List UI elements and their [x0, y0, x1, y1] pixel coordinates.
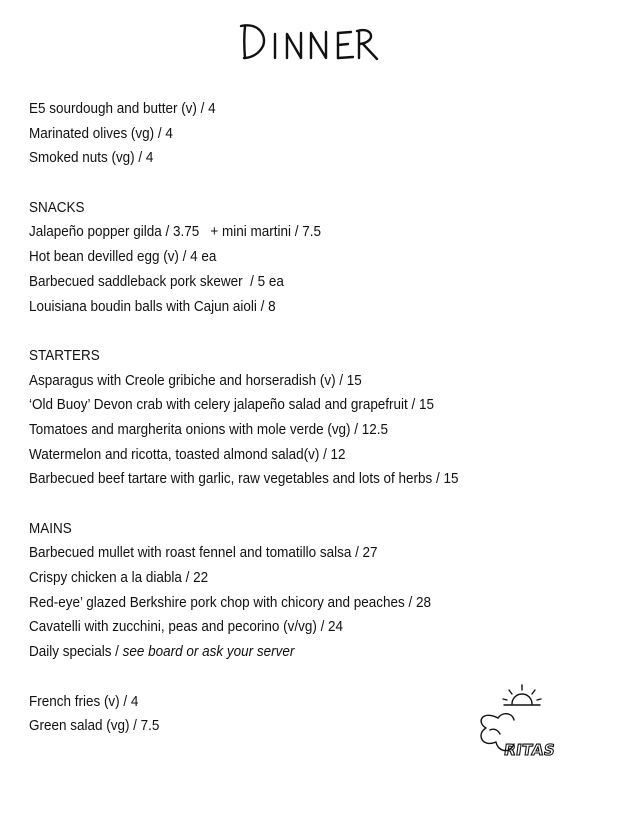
menu-item: Green salad (vg) / 7.5: [29, 718, 160, 735]
menu-item: Barbecued beef tartare with garlic, raw vegetables and lots of herbs / 15: [29, 471, 459, 488]
menu-item: Smoked nuts (vg) / 4: [29, 150, 154, 167]
menu-item: Jalapeño popper gilda / 3.75 + mini martini / 7.5: [29, 224, 321, 241]
menu-item: Asparagus with Creole gribiche and horseradish (v) / 15: [29, 372, 362, 389]
menu-item: Watermelon and ricotta, toasted almond salad(v) / 12: [29, 446, 346, 463]
specials-note: see board or ask your server: [122, 644, 295, 661]
daily-specials: [29, 640, 550, 665]
section-heading-mains: MAINS: [29, 520, 72, 537]
menu-title: [0, 14, 624, 64]
dinner-handwritten-title: [237, 14, 387, 64]
menu-item: Barbecued saddleback pork skewer / 5 ea: [29, 273, 284, 290]
menu-item: ‘Old Buoy’ Devon crab with celery jalapeño salad and grapefruit / 15: [29, 397, 435, 414]
menu-item: Barbecued mullet with roast fennel and tomatillo salsa / 27: [29, 545, 378, 562]
menu-item: Tomatoes and margherita onions with mole verde (vg) / 12.5: [29, 421, 389, 438]
menu-item: Cavatelli with zucchini, peas and pecorino (v/vg) / 24: [29, 619, 344, 636]
section-heading-starters: STARTERS: [29, 347, 100, 364]
menu-body: [29, 97, 589, 739]
specials-label: Daily specials /: [29, 644, 123, 661]
svg-text:RITAS: RITAS: [502, 741, 556, 759]
logo-wordmark: [503, 741, 556, 759]
menu-item: Crispy chicken a la diabla / 22: [29, 570, 209, 587]
section-heading-snacks: SNACKS: [29, 199, 85, 216]
menu-item: Marinated olives (vg) / 4: [29, 125, 173, 142]
menu-item: Louisiana boudin balls with Cajun aioli / 8: [29, 298, 276, 315]
ritas-logo-icon: [474, 682, 556, 762]
menu-item: Hot bean devilled egg (v) / 4 ea: [29, 249, 217, 266]
menu-item: Red-eye’ glazed Berkshire pork chop with chicory and peaches / 28: [29, 594, 432, 611]
ritas-logo: [474, 682, 556, 762]
menu-item: French fries (v) / 4: [29, 693, 139, 710]
menu-item: E5 sourdough and butter (v) / 4: [29, 101, 216, 117]
